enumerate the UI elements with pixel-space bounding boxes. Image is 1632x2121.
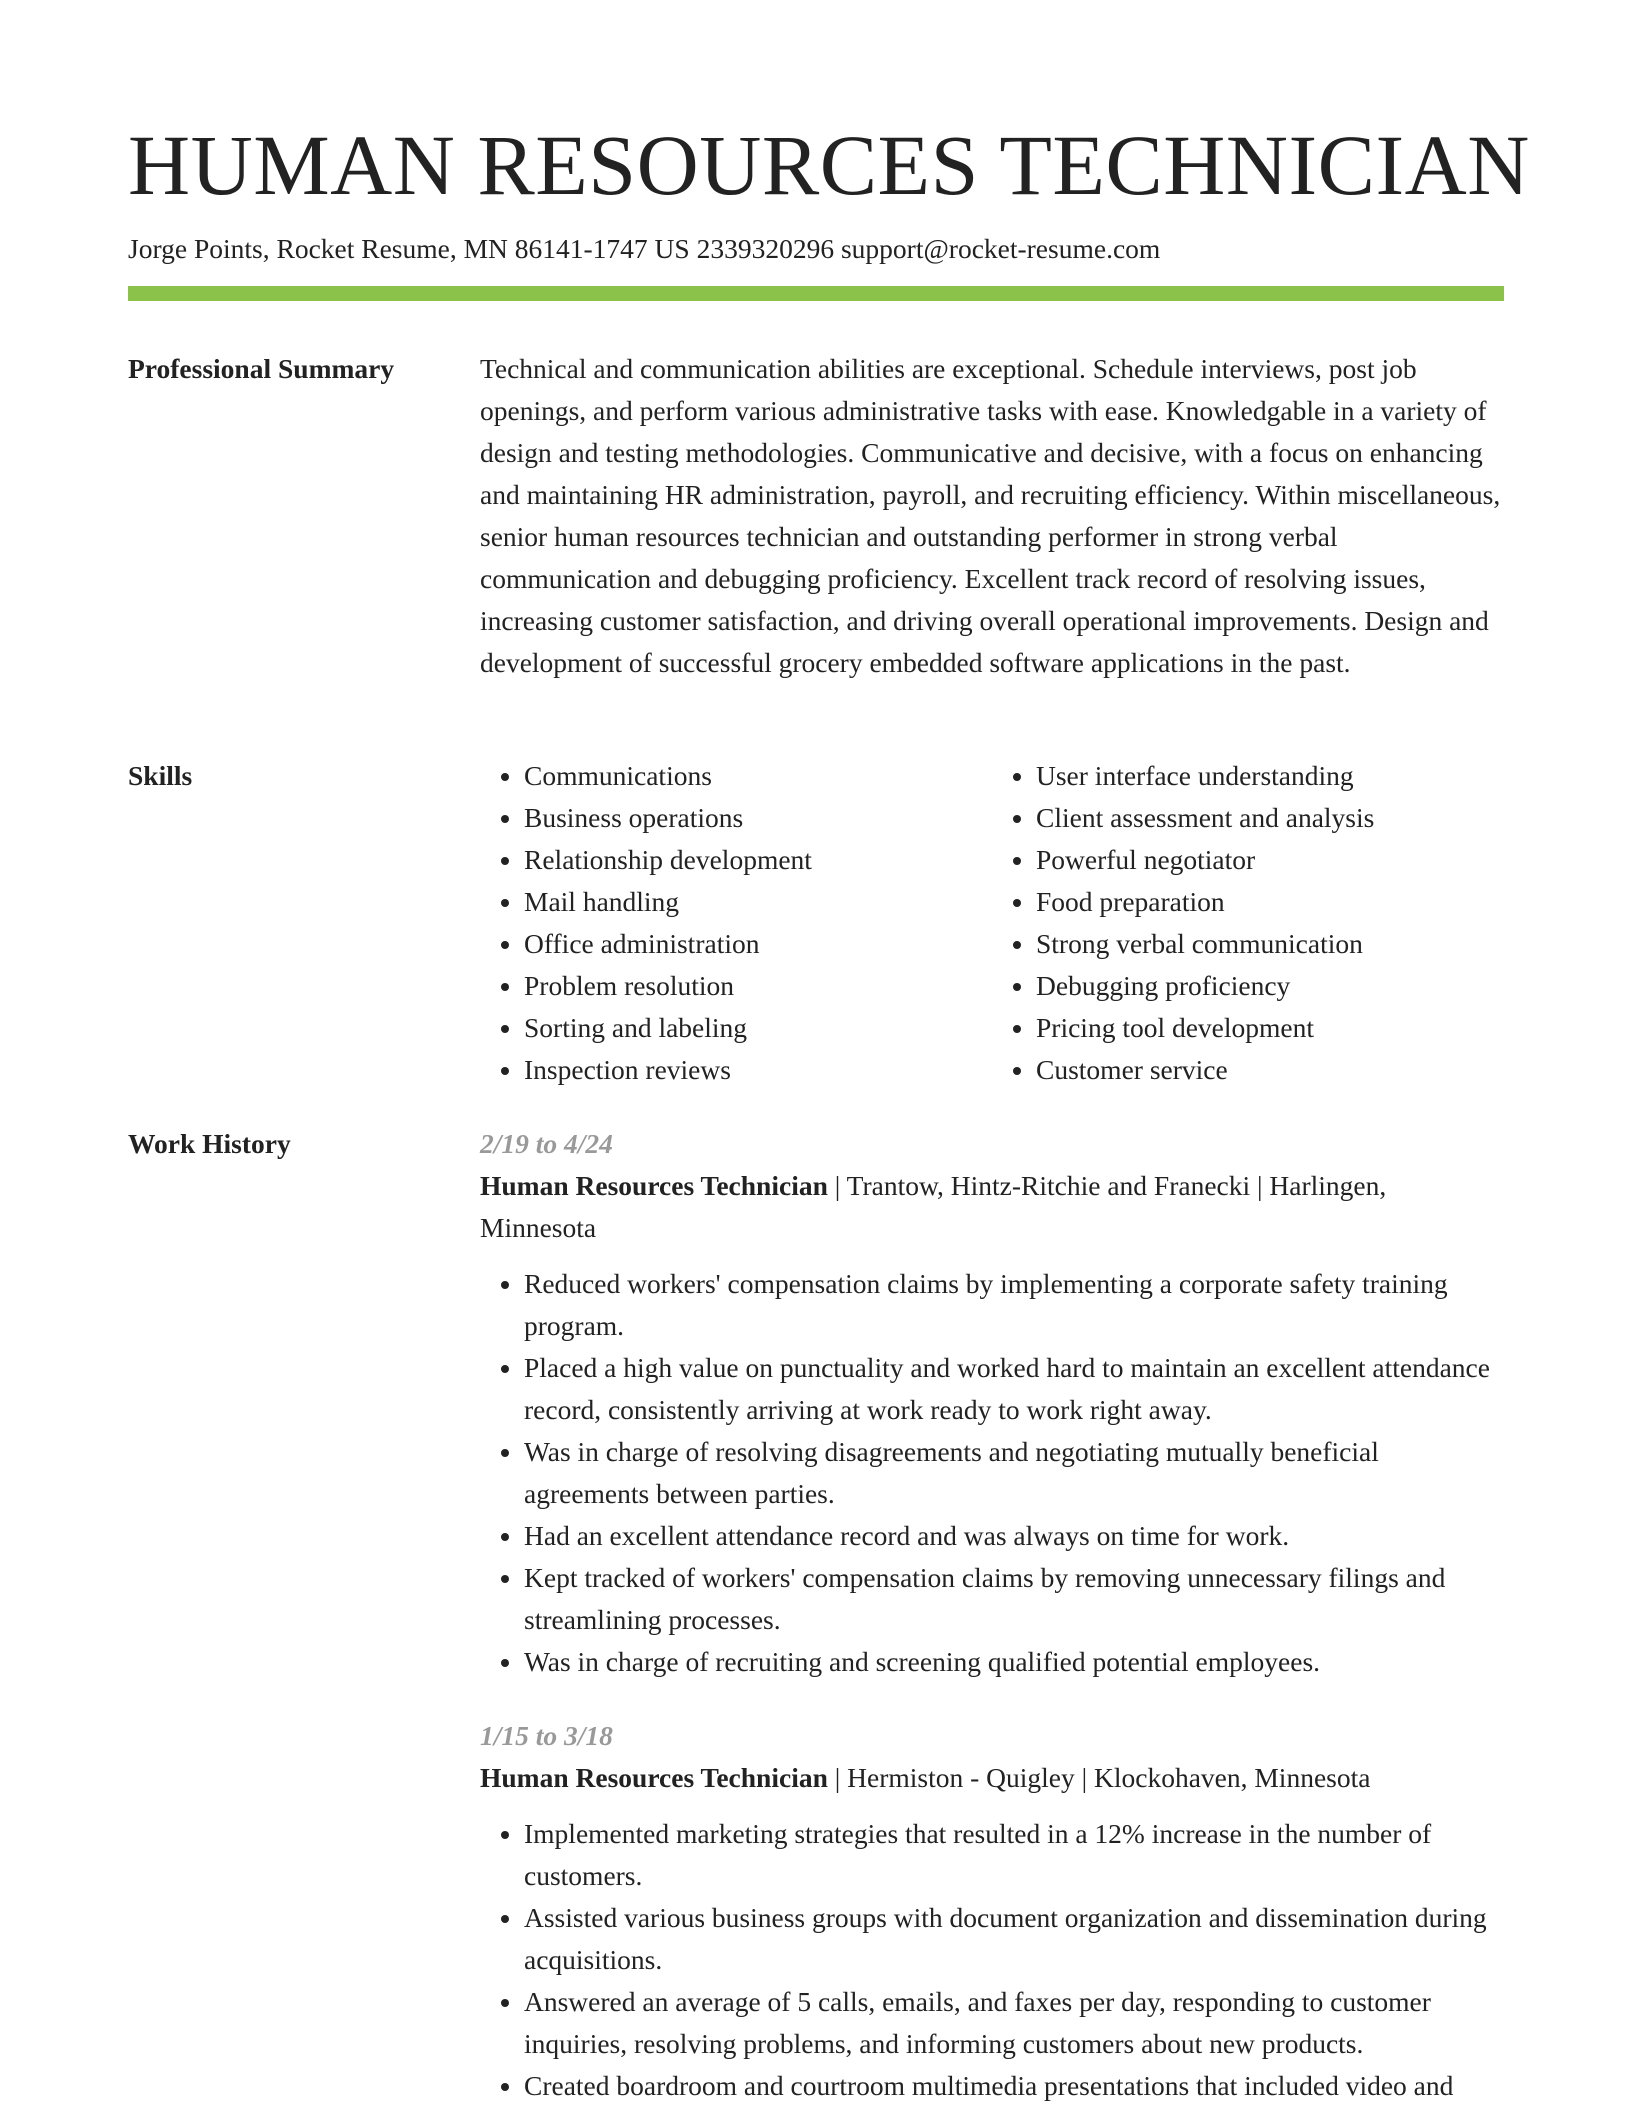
skills-body — [480, 755, 1504, 1091]
job-details: | Trantow, Hintz-Ritchie and Franecki | Harlingen, Minnesota — [480, 1170, 1387, 1243]
job-entry — [480, 1715, 1504, 2107]
skill-item: • Customer service — [1036, 1049, 1504, 1091]
skill-item: • Client assessment and analysis — [1036, 797, 1504, 839]
skill-item: • Business operations — [524, 797, 992, 839]
skill-item: • Inspection reviews — [524, 1049, 992, 1091]
contact-line: Jorge Points, Rocket Resume, MN 86141-1747 US 2339320296 support@rocket-resume.com — [128, 233, 1161, 264]
job-bullet: • Kept tracked of workers' compensation claims by removing unnecessary filings and streamlining processes. — [524, 1557, 1504, 1641]
skill-item: • Powerful negotiator — [1036, 839, 1504, 881]
work-history-body — [480, 1123, 1504, 2121]
job-bullet: • Was in charge of resolving disagreements and negotiating mutually beneficial agreements between parties. — [524, 1431, 1504, 1515]
job-bullet: • Was in charge of recruiting and screening qualified potential employees. — [524, 1641, 1504, 1683]
skill-item: • Sorting and labeling — [524, 1007, 992, 1049]
skills-list-right — [992, 755, 1504, 1091]
skill-item: • Pricing tool development — [1036, 1007, 1504, 1049]
skill-item: • Food preparation — [1036, 881, 1504, 923]
work-history-heading: Work History — [128, 1128, 291, 1159]
skill-item: • Mail handling — [524, 881, 992, 923]
job-header — [480, 1757, 1504, 1799]
job-bullet: • Answered an average of 5 calls, emails, and faxes per day, responding to customer inquiries, resolving problems, and informing customers about new products. — [524, 1981, 1504, 2065]
skill-item: • Problem resolution — [524, 965, 992, 1007]
skills-list-left — [480, 755, 992, 1091]
skill-item: • User interface understanding — [1036, 755, 1504, 797]
header-divider — [128, 286, 1504, 301]
job-bullet: • Implemented marketing strategies that resulted in a 12% increase in the number of customers. — [524, 1813, 1504, 1897]
skills-heading: Skills — [128, 760, 193, 791]
resume-title: HUMAN RESOURCES TECHNICIAN — [128, 117, 1530, 213]
summary-body — [480, 348, 1504, 684]
skill-item: • Debugging proficiency — [1036, 965, 1504, 1007]
job-bullet: • Created boardroom and courtroom multimedia presentations that included video and — [524, 2065, 1504, 2107]
skill-item: • Relationship development — [524, 839, 992, 881]
job-bullets — [480, 1813, 1504, 2107]
job-details: | Hermiston - Quigley | Klockohaven, Minnesota — [827, 1762, 1371, 1793]
job-bullet: • Placed a high value on punctuality and worked hard to maintain an excellent attendance record, consistently arriving at work ready to work right away. — [524, 1347, 1504, 1431]
job-entry — [480, 1123, 1504, 1683]
skill-item: • Communications — [524, 755, 992, 797]
summary-heading: Professional Summary — [128, 353, 395, 384]
job-title: Human Resources Technician — [480, 1762, 828, 1793]
job-title: Human Resources Technician — [480, 1170, 828, 1201]
summary-text: Technical and communication abilities are exceptional. Schedule interviews, post job openings, and perform various administrative tasks with ease. Knowledgable in a variety of design and testing methodologies. Communicative and decisive, with a focus on enhancing and maintaining HR administration, payroll, and recruiting efficiency. Within miscellaneous, senior human resources technician and outstanding performer in strong verbal communication and debugging proficiency. Excellent track record of resolving issues, increasing customer satisfaction, and driving overall operational improvements. Design and development of successful grocery embedded software applications in the past. — [480, 353, 1501, 678]
job-dates: 2/19 to 4/24 — [480, 1128, 613, 1159]
job-header — [480, 1165, 1504, 1249]
job-dates: 1/15 to 3/18 — [480, 1720, 613, 1751]
job-bullet: • Had an excellent attendance record and was always on time for work. — [524, 1515, 1504, 1557]
skill-item: • Strong verbal communication — [1036, 923, 1504, 965]
job-bullet: • Reduced workers' compensation claims by implementing a corporate safety training program. — [524, 1263, 1504, 1347]
skills-columns — [480, 755, 1504, 1091]
job-bullets — [480, 1263, 1504, 1683]
job-bullet: • Assisted various business groups with document organization and dissemination during acquisitions. — [524, 1897, 1504, 1981]
skill-item: • Office administration — [524, 923, 992, 965]
